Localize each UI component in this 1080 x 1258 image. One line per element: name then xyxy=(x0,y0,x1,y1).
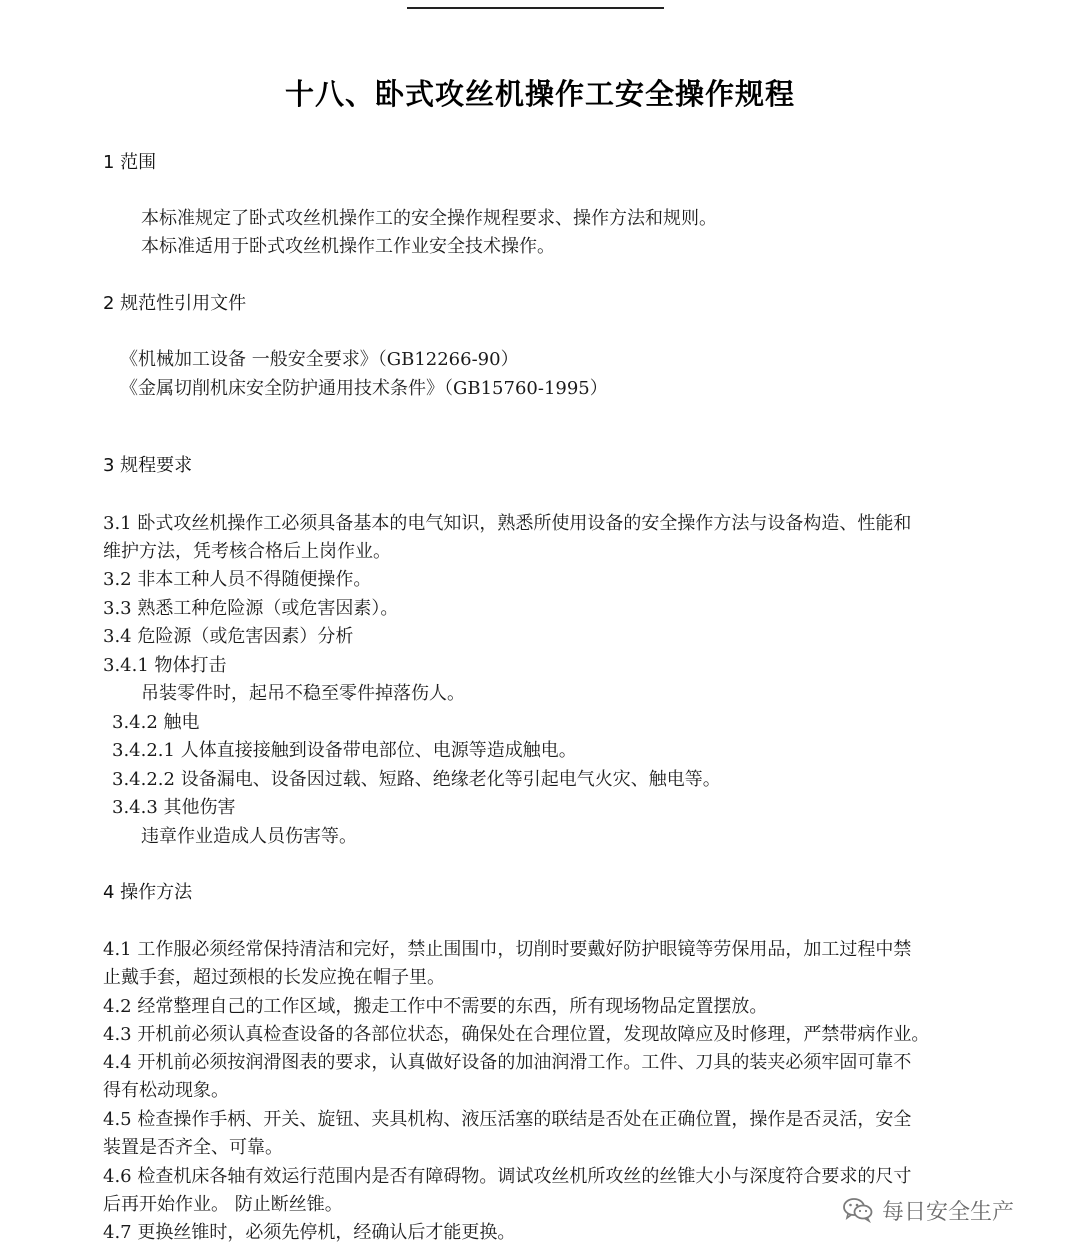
paragraph-line: 得有松动现象。 xyxy=(103,1080,229,1101)
paragraph-line: 3.2 非本工种人员不得随便操作。 xyxy=(103,569,372,590)
paragraph-line: 4.3 开机前必须认真检查设备的各部位状态，确保处在合理位置，发现故障应及时修理，严禁带病作业。 xyxy=(103,1024,930,1045)
watermark-text: 每日安全生产 xyxy=(882,1199,1015,1225)
paragraph-line: 3.4 危险源（或危害因素）分析 xyxy=(103,626,354,647)
paragraph-line: 4.7 更换丝锥时，必须先停机，经确认后才能更换。 xyxy=(103,1222,516,1243)
paragraph-line: 3.4.1 物体打击 xyxy=(103,655,227,676)
section-heading-4: 4 操作方法 xyxy=(103,882,193,903)
section-heading-2: 2 规范性引用文件 xyxy=(103,293,247,314)
reference-item: 《机械加工设备 一般安全要求》（GB12266-90） xyxy=(120,349,519,370)
paragraph-line: 3.4.2 触电 xyxy=(112,712,200,733)
paragraph-line: 本标准规定了卧式攻丝机操作工的安全操作规程要求、操作方法和规则。 xyxy=(141,208,717,229)
paragraph-line: 违章作业造成人员伤害等。 xyxy=(141,826,357,847)
paragraph-line: 吊装零件时，起吊不稳至零件掉落伤人。 xyxy=(141,683,465,704)
paragraph-line: 4.4 开机前必须按润滑图表的要求，认真做好设备的加油润滑工作。工件、刀具的装夹必须牢固可靠不 xyxy=(103,1052,912,1073)
paragraph-line: 3.3 熟悉工种危险源（或危害因素）。 xyxy=(103,598,399,619)
paragraph-line: 4.6 检查机床各轴有效运行范围内是否有障碍物。调试攻丝机所攻丝的丝锥大小与深度符合要求的尺寸 xyxy=(103,1166,912,1187)
wechat-icon xyxy=(842,1197,874,1223)
paragraph-line: 3.1 卧式攻丝机操作工必须具备基本的电气知识，熟悉所使用设备的安全操作方法与设备构造、性能和 xyxy=(103,513,912,534)
page-title: 十八、卧式攻丝机操作工安全操作规程 xyxy=(284,77,795,111)
paragraph-line: 后再开始作业。 防止断丝锥。 xyxy=(103,1194,343,1215)
watermark xyxy=(842,1193,1014,1227)
paragraph-line: 4.5 检查操作手柄、开关、旋钮、夹具机构、液压活塞的联结是否处在正确位置，操作是否灵活，安全 xyxy=(103,1109,912,1130)
paragraph-line: 维护方法，凭考核合格后上岗作业。 xyxy=(103,541,391,562)
section-heading-1: 1 范围 xyxy=(103,152,157,173)
paragraph-line: 止戴手套，超过颈根的长发应挽在帽子里。 xyxy=(103,967,445,988)
paragraph-line: 4.1 工作服必须经常保持清洁和完好，禁止围围巾，切削时要戴好防护眼镜等劳保用品，加工过程中禁 xyxy=(103,939,912,960)
header-rule xyxy=(407,7,664,9)
paragraph-line: 4.2 经常整理自己的工作区域，搬走工作中不需要的东西，所有现场物品定置摆放。 xyxy=(103,996,768,1017)
paragraph-line: 3.4.2.2 设备漏电、设备因过载、短路、绝缘老化等引起电气火灾、触电等。 xyxy=(112,769,721,790)
reference-item: 《金属切削机床安全防护通用技术条件》（GB15760-1995） xyxy=(120,378,608,399)
paragraph-line: 本标准适用于卧式攻丝机操作工作业安全技术操作。 xyxy=(141,236,555,257)
paragraph-line: 3.4.2.1 人体直接接触到设备带电部位、电源等造成触电。 xyxy=(112,740,577,761)
paragraph-line: 装置是否齐全、可靠。 xyxy=(103,1137,283,1158)
paragraph-line: 3.4.3 其他伤害 xyxy=(112,797,236,818)
section-heading-3: 3 规程要求 xyxy=(103,455,193,476)
